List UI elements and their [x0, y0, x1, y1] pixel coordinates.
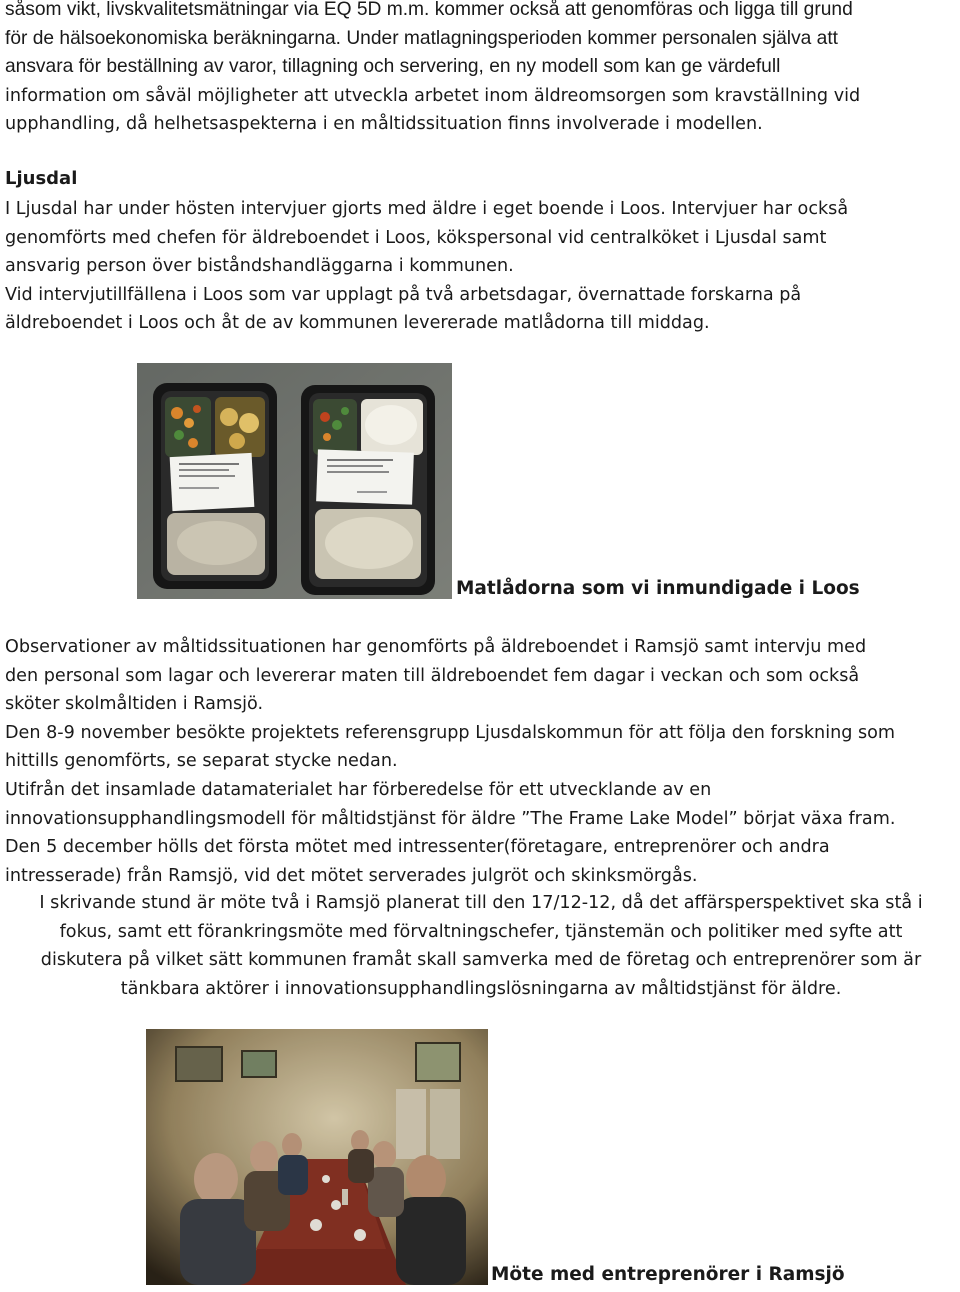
text-line: I Ljusdal har under hösten intervjuer gjorts med äldre i eget boende i Loos. Intervjuer har också: [5, 199, 849, 219]
text-line: Den 8-9 november besökte projektets referensgrupp Ljusdalskommun för att följa den forskning som: [5, 722, 896, 743]
text-line: I skrivande stund är möte två i Ramsjö planerat till den 17/12-12, då det affärsperspektivet ska stå i: [39, 893, 923, 913]
text-line: intresserade) från Ramsjö, vid det mötet serverades julgröt och skinksmörgås.: [5, 865, 698, 886]
text-line: fokus, samt ett förankringsmöte med förvaltningschefer, tjänstemän och politiker med syfte att: [59, 921, 903, 942]
text-line: upphandling, då helhetsaspekterna i en måltidssituation finns involverade i modellen.: [5, 114, 763, 135]
figure-caption: Möte med entreprenörer i Ramsjö: [491, 1264, 845, 1285]
text-line: äldreboendet i Loos och åt de av kommunen levererade matlådorna till middag.: [5, 313, 710, 334]
text-line: diskutera på vilket sätt kommunen framåt skall samverka med de företag och entreprenörer som är: [40, 950, 922, 971]
text-line: ansvara för beställning av varor, tillagning och servering, en ny modell som kan ge värdefull: [5, 56, 781, 78]
ljusdal-paragraph: [5, 195, 957, 338]
text-line: sköter skolmåltiden i Ramsjö.: [5, 694, 264, 715]
text-line: tänkbara aktörer i innovationsupphandlingslösningarna av måltidstjänst för äldre.: [120, 978, 842, 999]
text-line: innovationsupphandlingsmodell för måltidstjänst för äldre ”The Frame Lake Model” börjat växa fram.: [5, 808, 896, 829]
section-heading: Ljusdal: [5, 168, 78, 189]
text-line: Observationer av måltidssituationen har genomförts på äldreboendet i Ramsjö samt intervju med: [5, 637, 867, 657]
text-line: genomförts med chefen för äldreboendet i Loos, kökspersonal vid centralköket i Ljusdal samt: [5, 227, 827, 248]
text-line: för de hälsoekonomiska beräkningarna. Under matlagningsperioden kommer personalen själva att: [5, 27, 838, 49]
text-line: den personal som lagar och levererar maten till äldreboendet fem dagar i veckan och som också: [5, 665, 860, 686]
text-line: Den 5 december hölls det första mötet med intressenter(företagare, entreprenörer och andra: [5, 837, 830, 858]
text-line: såsom vikt, livskvalitetsmätningar via EQ 5D m.m. kommer också att genomföras och ligga till grund: [5, 0, 853, 20]
text-line: ansvarig person över biståndshandläggarna i kommunen.: [5, 256, 514, 277]
intro-paragraph: [5, 0, 957, 139]
figure-caption: Matlådorna som vi inmundigade i Loos: [456, 578, 860, 599]
text-line: Vid intervjutillfällena i Loos som var upplagt på två arbetsdagar, övernattade forskarna på: [5, 284, 802, 305]
text-line: hittills genomförts, se separat stycke nedan.: [5, 751, 398, 772]
observations-paragraph: [5, 633, 957, 890]
food-containers-photo: [137, 363, 452, 599]
text-line: Utifrån det insamlade datamaterialet har förberedelse för ett utvecklande av en: [5, 779, 712, 800]
closing-paragraph: [5, 889, 957, 1003]
text-line: information om såväl möjligheter att utveckla arbetet inom äldreomsorgen som kravställning vid: [5, 85, 861, 106]
meeting-photo: [146, 1029, 488, 1285]
